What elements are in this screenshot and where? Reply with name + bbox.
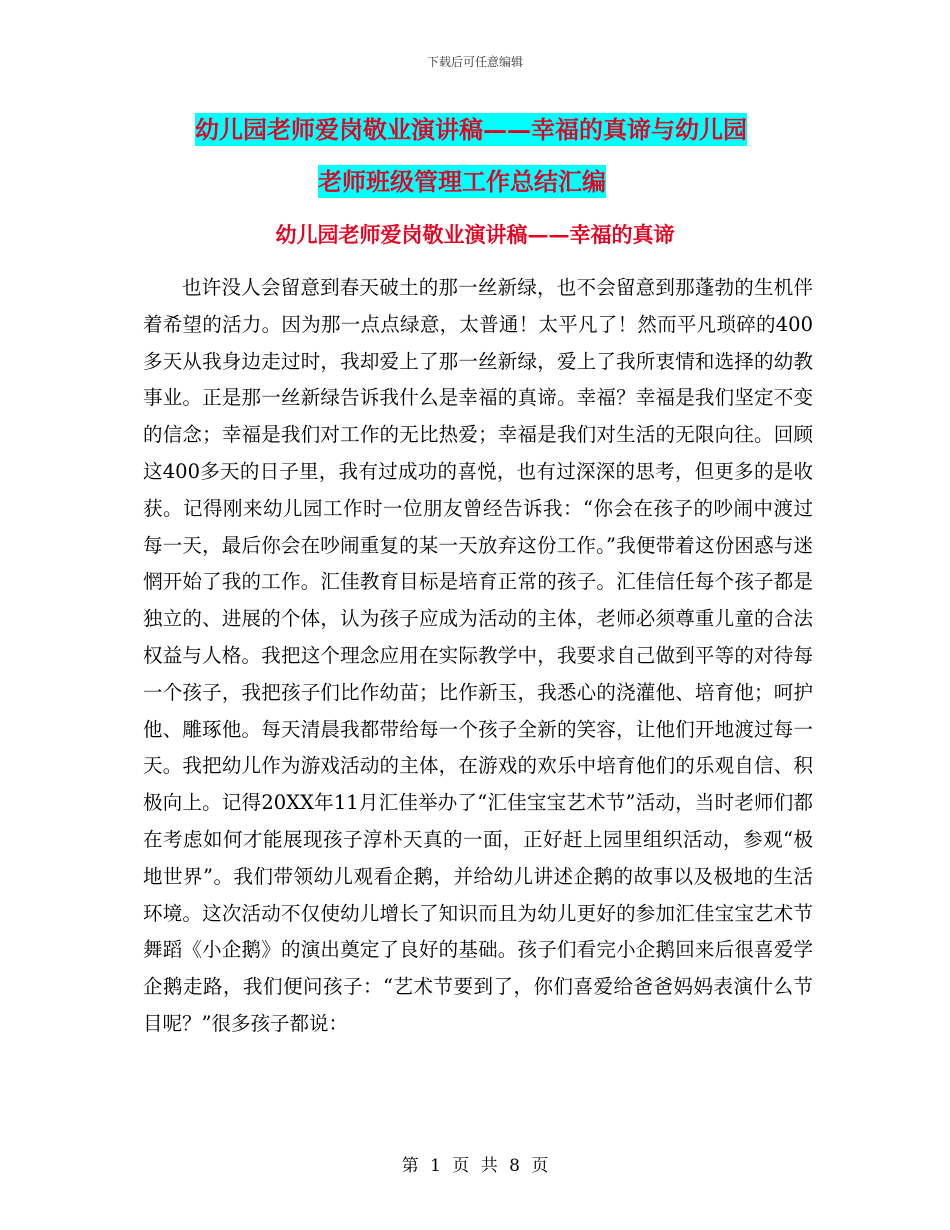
page-number-footer: 第 1 页 共 8 页 [401,1156,549,1176]
document-title-line-1: 幼儿园老师爱岗敬业演讲稿——幸福的真谛与幼儿园 [195,115,747,144]
document-title-line-2: 老师班级管理工作总结汇编 [318,167,606,196]
section-title: 幼儿园老师爱岗敬业演讲稿——幸福的真谛 [275,222,675,247]
body-paragraph: 也许没人会留意到春天破土的那一丝新绿，也不会留意到那蓬勃的生机伴着希望的活力。因为那一点点绿意，太普通！太平凡了！然而平凡琐碎的400多天从我身边走过时，我却爱上了那一丝新绿，爱上了我所衷情和选择的幼教事业。正是那一丝新绿告诉我什么是幸福的真谛。幸福？幸福是我们坚定不变的信念；幸福是我们对工作的无比热爱；幸福是我们对生活的无限向往。回顾这400多天的日子里，我有过成功的喜悦，也有过深深的思考，但更多的是收获。记得刚来幼儿园工作时一位朋友曾经告诉我：“你会在孩子的吵闹中渡过每一天，最后你会在吵闹重复的某一天放弃这份工作。”我便带着这份困惑与迷惘开始了我的工作。汇佳教育目标是培育正常的孩子。汇佳信任每个孩子都是独立的、进展的个体，认为孩子应成为活动的主体，老师必须尊重儿童的合法权益与人格。我把这个理念应用在实际教学中，我要求自己做到平等的对待每一个孩子，我把孩子们比作幼苗；比作新玉，我悉心的浇灌他、培育他；呵护他、雕琢他。每天清晨我都带给每一个孩子全新的笑容，让他们开地渡过每一天。我把幼儿作为游戏活动的主体，在游戏的欢乐中培育他们的乐观自信、积极向上。记得20XX年11月汇佳举办了“汇佳宝宝艺术节”活动，当时老师们都在考虑如何才能展现孩子淳朴天真的一面，正好赶上园里组织活动，参观“极地世界”。我们带领幼儿观看企鹅，并给幼儿讲述企鹅的故事以及极地的生活环境。这次活动不仅使幼儿增长了知识而且为幼儿更好的参加汇佳宝宝艺术节舞蹈《小企鹅》的演出奠定了良好的基础。孩子们看完小企鹅回来后很喜爱学企鹅走路，我们便问孩子：“艺术节要到了，你们喜爱给爸爸妈妈表演什么节目呢？”很多孩子都说： [143,276,813,1035]
document-title [140,110,820,214]
page-header-note: 下载后可任意编辑 [426,55,523,69]
